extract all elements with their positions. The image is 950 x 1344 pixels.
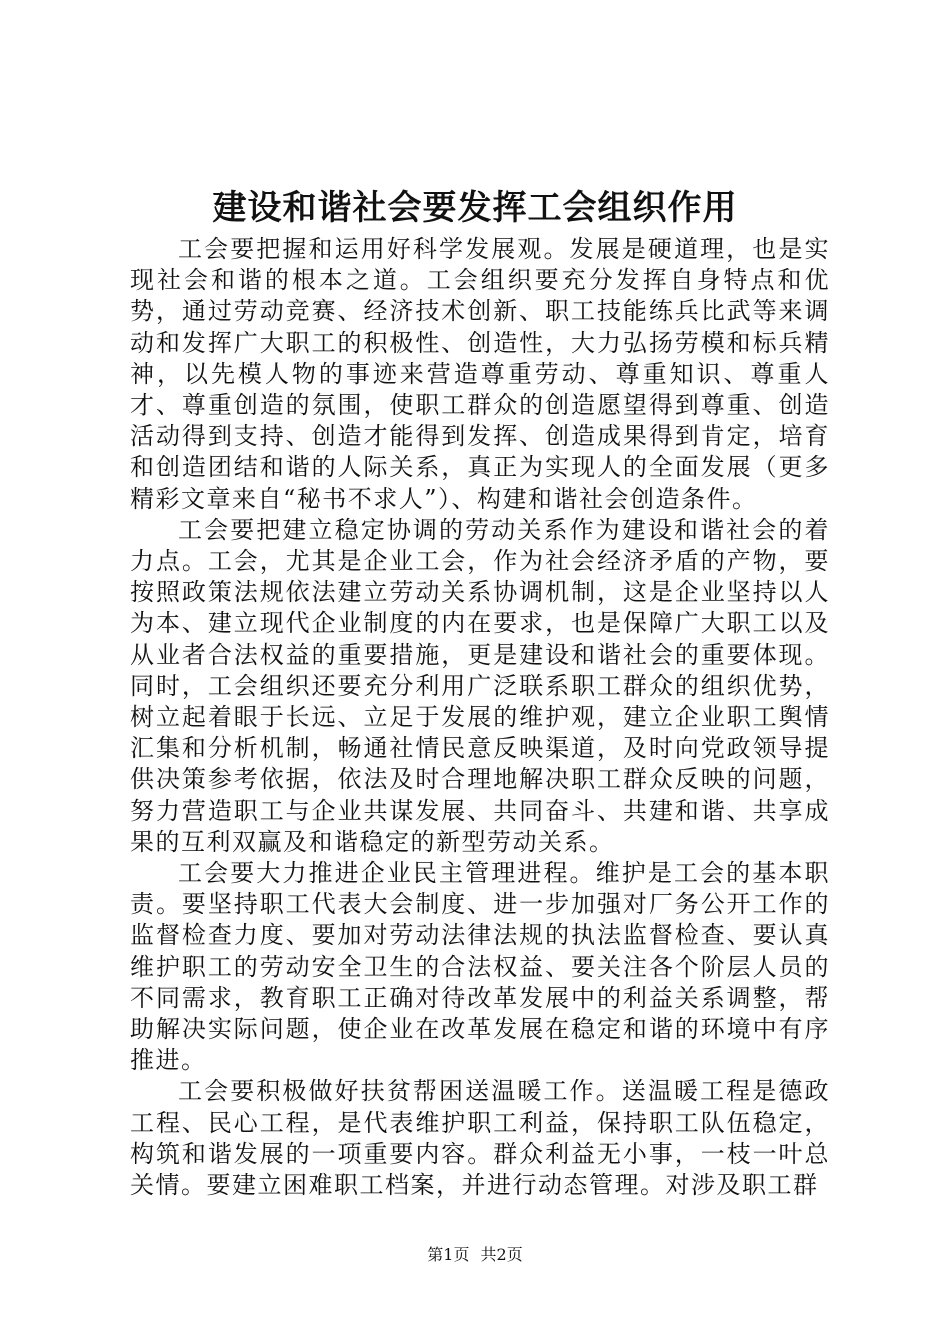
- paragraph-2: 工会要把建立稳定协调的劳动关系作为建设和谐社会的着力点。工会，尤其是企业工会，作为社会经济矛盾的产物，要按照政策法规依法建立劳动关系协调机制，这是企业坚持以人为本、建立现代企业制度的内在要求，也是保障广大职工以及从业者合法权益的重要措施，更是建设和谐社会的重要体现。同时，工会组织还要充分利用广泛联系职工群众的组织优势，树立起着眼于长远、立足于发展的维护观，建立企业职工舆情汇集和分析机制，畅通社情民意反映渠道，及时向党政领导提供决策参考依据，依法及时合理地解决职工群众反映的问题，努力营造职工与企业共谋发展、共同奋斗、共建和谐、共享成果的互利双赢及和谐稳定的新型劳动关系。: [130, 515, 830, 856]
- document-body: [130, 234, 830, 1201]
- page-title: 建设和谐社会要发挥工会组织作用: [212, 188, 738, 228]
- paragraph-1: 工会要把握和运用好科学发展观。发展是硬道理，也是实现社会和谐的根本之道。工会组织要充分发挥自身特点和优势，通过劳动竞赛、经济技术创新、职工技能练兵比武等来调动和发挥广大职工的积极性、创造性，大力弘扬劳模和标兵精神，以先模人物的事迹来营造尊重劳动、尊重知识、尊重人才、尊重创造的氛围，使职工群众的创造愿望得到尊重、创造活动得到支持、创造才能得到发挥、创造成果得到肯定，培育和创造团结和谐的人际关系，真正为实现人的全面发展（更多精彩文章来自“秘书不求人”）、构建和谐社会创造条件。: [130, 235, 830, 513]
- page-total: 共2页: [480, 1245, 523, 1264]
- paragraph-3: 工会要大力推进企业民主管理进程。维护是工会的基本职责。要坚持职工代表大会制度、进一步加强对厂务公开工作的监督检查力度、要加对劳动法律法规的执法监督检查、要认真维护职工的劳动安全卫生的合法权益、要关注各个阶层人员的不同需求，教育职工正确对待改革发展中的利益关系调整，帮助解决实际问题，使企业在改革发展在稳定和谐的环境中有序推进。: [130, 859, 830, 1075]
- page-number: 第1页: [427, 1245, 470, 1264]
- page-footer: [0, 1244, 950, 1266]
- paragraph-4: 工会要积极做好扶贫帮困送温暖工作。送温暖工程是德政工程、民心工程，是代表维护职工利益，保持职工队伍稳定，构筑和谐发展的一项重要内容。群众利益无小事，一枝一叶总关情。要建立困难职工档案，并进行动态管理。对涉及职工群: [130, 1077, 830, 1200]
